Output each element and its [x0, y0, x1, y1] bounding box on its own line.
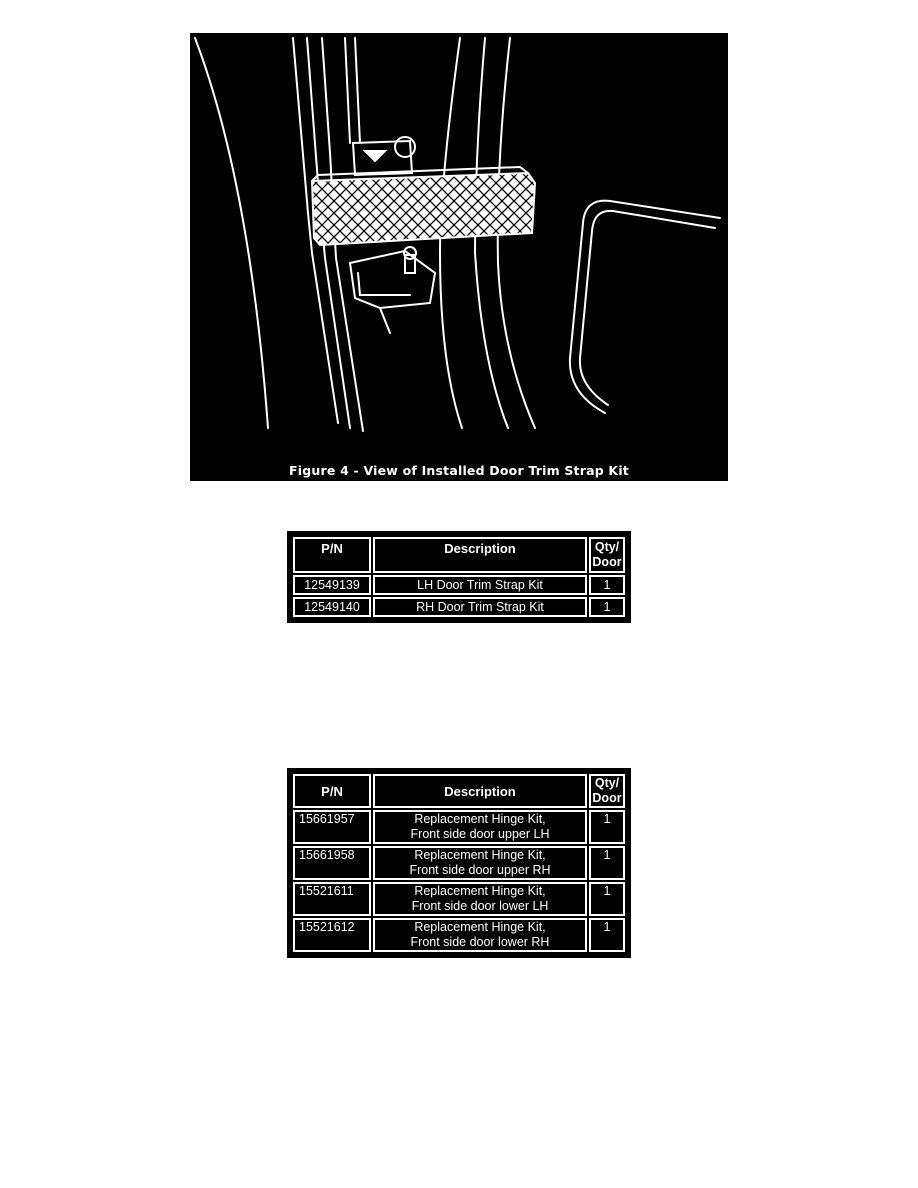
door-trim-strap-figure	[190, 33, 728, 481]
door-hinge-illustration	[190, 33, 728, 481]
description-line-1: Replacement Hinge Kit,	[414, 920, 546, 934]
description-line-2: Front side door lower LH	[411, 899, 549, 913]
table-row	[293, 882, 625, 916]
part-quantity: 1	[589, 575, 625, 595]
part-description	[373, 846, 587, 880]
description-line-2: Front side door upper LH	[410, 827, 550, 841]
part-description	[373, 810, 587, 844]
figure-caption: Figure 4 - View of Installed Door Trim Strap Kit	[289, 463, 629, 478]
table-row	[293, 918, 625, 952]
part-number: 15521611	[293, 882, 371, 916]
part-description: LH Door Trim Strap Kit	[373, 575, 587, 595]
part-quantity: 1	[589, 882, 625, 916]
table-header-description: Description	[373, 537, 587, 573]
part-number: 12549139	[293, 575, 371, 595]
hinge-kit-table	[287, 768, 631, 958]
description-line-1: Replacement Hinge Kit,	[414, 812, 546, 826]
part-number: 12549140	[293, 597, 371, 617]
table-row	[293, 810, 625, 844]
part-quantity: 1	[589, 846, 625, 880]
part-quantity: 1	[589, 597, 625, 617]
part-description: RH Door Trim Strap Kit	[373, 597, 587, 617]
description-line-1: Replacement Hinge Kit,	[414, 884, 546, 898]
part-quantity: 1	[589, 810, 625, 844]
part-description	[373, 882, 587, 916]
part-number: 15661957	[293, 810, 371, 844]
trim-strap-pad	[312, 167, 535, 245]
part-number: 15521612	[293, 918, 371, 952]
part-quantity: 1	[589, 918, 625, 952]
table-header-description: Description	[373, 774, 587, 808]
table-header-pn: P/N	[293, 537, 371, 573]
description-line-1: Replacement Hinge Kit,	[414, 848, 546, 862]
table-row	[293, 597, 625, 617]
table-header-qty: Qty/ Door	[589, 774, 625, 808]
table-row	[293, 846, 625, 880]
table-header-pn: P/N	[293, 774, 371, 808]
trim-strap-kit-table	[287, 531, 631, 623]
part-description	[373, 918, 587, 952]
table-row	[293, 575, 625, 595]
description-line-2: Front side door upper RH	[409, 863, 551, 877]
description-line-2: Front side door lower RH	[410, 935, 550, 949]
part-number: 15661958	[293, 846, 371, 880]
table-header-qty: Qty/ Door	[589, 537, 625, 573]
